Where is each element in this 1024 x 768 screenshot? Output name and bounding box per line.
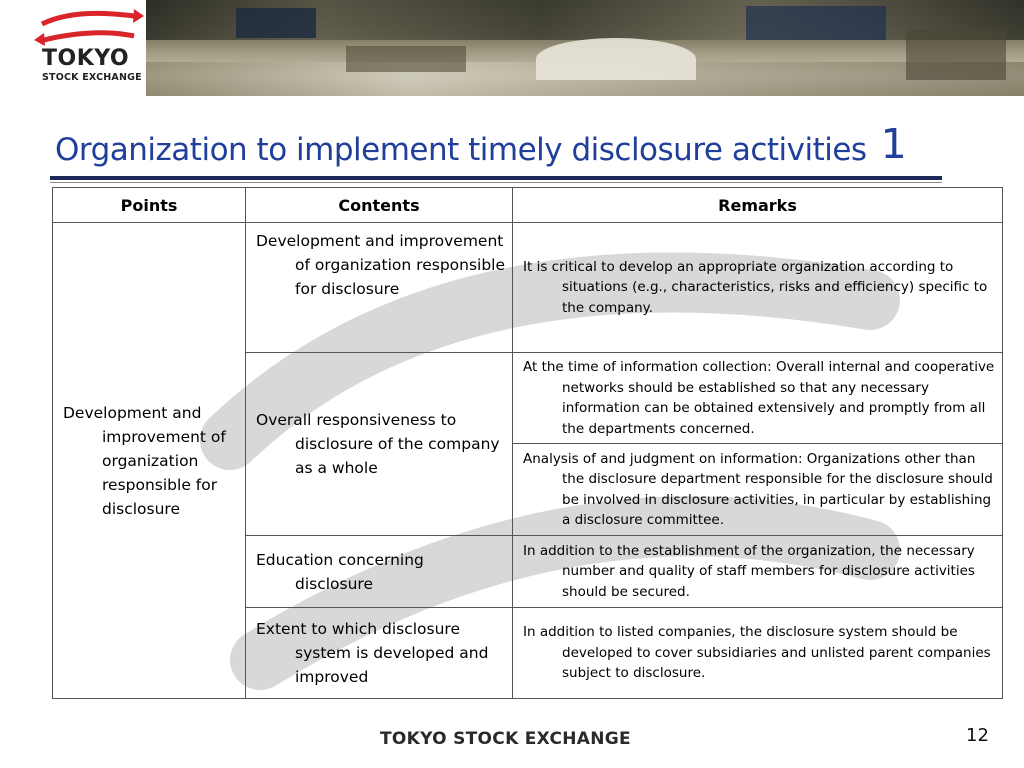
contents-cell <box>246 536 513 608</box>
footer-brand: TOKYO STOCK EXCHANGE <box>380 729 631 749</box>
contents-cell <box>246 223 513 353</box>
contents-cell <box>246 608 513 699</box>
contents-cell <box>246 353 513 536</box>
remarks-cell <box>513 353 1003 444</box>
header-contents: Contents <box>246 188 513 223</box>
slide-title-text: Organization to implement timely disclosure activities <box>55 132 867 168</box>
slide-title <box>55 122 906 170</box>
page-number: 12 <box>966 725 989 746</box>
remarks-text: In addition to the establishment of the organization, the necessary number and quality of staff members for disclosure activities should be secured. <box>523 542 975 600</box>
remarks-text: At the time of information collection: Overall internal and cooperative networks should be established so that any necessary information can be obtained extensively and promptly from all the departments concerned. <box>523 359 995 437</box>
slide-header <box>0 0 1024 96</box>
slide-title-number: 1 <box>880 120 907 168</box>
remarks-cell <box>513 444 1003 536</box>
points-text: Development and improvement of organization responsible for disclosure <box>63 403 226 518</box>
header-remarks: Remarks <box>513 188 1003 223</box>
contents-text: Development and improvement of organization responsible for disclosure <box>256 232 506 298</box>
title-rule <box>50 176 942 180</box>
table-row <box>53 223 1003 353</box>
remarks-cell <box>513 223 1003 353</box>
remarks-text: It is critical to develop an appropriate organization according to situations (e.g., characteristics, risks and efficiency) specific to the company. <box>523 258 988 316</box>
logo-subtext: STOCK EXCHANGE <box>42 72 142 83</box>
remarks-cell <box>513 536 1003 608</box>
logo-arrows-icon <box>34 6 144 46</box>
remarks-text: Analysis of and judgment on information: Organizations other than the disclosure department responsible for the disclosure should be involved in disclosure activities, in particular by establishing a disclosure committee. <box>523 450 993 528</box>
trading-floor-photo <box>146 0 1024 96</box>
contents-text: Extent to which disclosure system is developed and improved <box>256 620 489 686</box>
contents-text: Overall responsiveness to disclosure of the company as a whole <box>256 411 500 477</box>
disclosure-table <box>52 187 1003 699</box>
contents-text: Education concerning disclosure <box>256 550 424 593</box>
header-points: Points <box>53 188 246 223</box>
points-cell <box>53 223 246 699</box>
remarks-cell <box>513 608 1003 699</box>
table-header-row <box>53 188 1003 223</box>
tse-logo <box>14 6 144 92</box>
logo-text: TOKYO <box>42 46 130 71</box>
remarks-text: In addition to listed companies, the disclosure system should be developed to cover subsidiaries and unlisted parent companies subject to disclosure. <box>523 624 991 682</box>
title-rule-thin <box>50 182 942 183</box>
